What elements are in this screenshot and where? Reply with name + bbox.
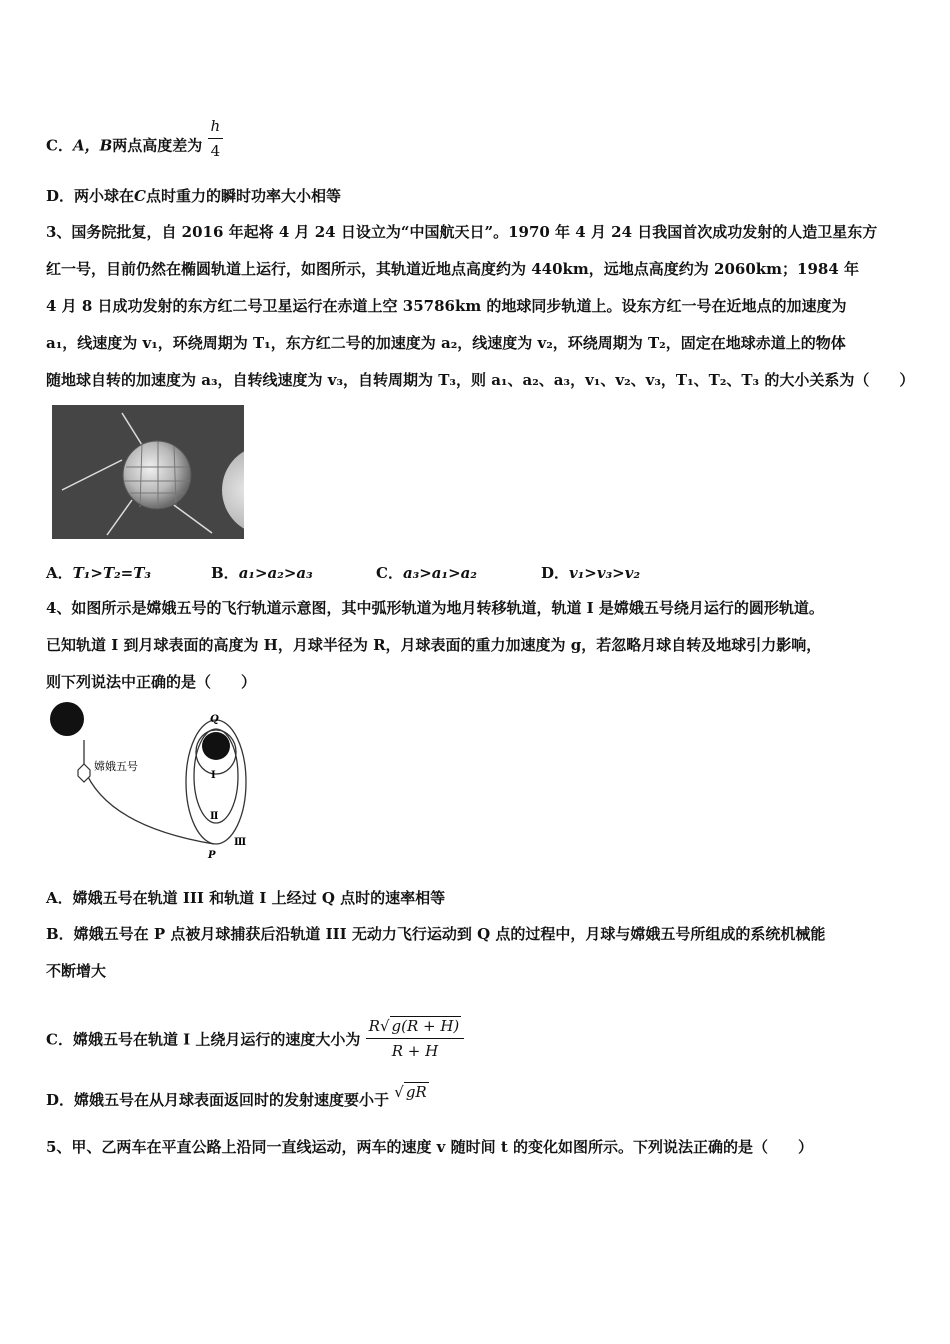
q4-option-b-line1: B．嫦娥五号在 P 点被月球捕获后沿轨道 III 无动力飞行运动到 Q 点的过程中，月球与嫦娥五号所组成的系统机械能 xyxy=(46,925,826,943)
num-var: R xyxy=(368,1017,380,1035)
option-var: C xyxy=(134,187,146,205)
option-text: D．嫦娥五号在从月球表面返回时的发射速度要小于 xyxy=(46,1091,390,1109)
option-label: C． xyxy=(46,136,73,155)
option-label: D． xyxy=(541,564,570,582)
q3-line2: 红一号，目前仍然在椭圆轨道上运行，如图所示，其轨道近地点高度约为 440km，远地点高度约为 2060km；1984 年 xyxy=(46,260,860,278)
fraction-denominator: 4 xyxy=(210,142,221,160)
fraction-numerator xyxy=(366,1016,465,1039)
option-label: B． xyxy=(211,564,239,582)
option-text: 两点高度差为 xyxy=(112,136,203,155)
q3-option-b xyxy=(211,563,313,583)
q5-line1: 5、甲、乙两车在平直公路上沿同一直线运动，两车的速度 v 随时间 t 的变化如图所示。下列说法正确的是（ ） xyxy=(46,1138,813,1156)
option-label: A． xyxy=(46,564,73,582)
radicand: g(R + H) xyxy=(391,1017,460,1035)
orbit-2-label: Ⅱ xyxy=(210,811,219,822)
option-d-prev xyxy=(46,186,341,206)
radicand: gR xyxy=(405,1083,427,1101)
option-text: 两小球在 xyxy=(74,187,135,205)
q3-line3: 4 月 8 日成功发射的东方红二号卫星运行在赤道上空 35786km 的地球同步轨道上。设东方红一号在近地点的加速度为 xyxy=(46,297,847,315)
fraction-numerator: h xyxy=(208,116,224,139)
option-text: C．嫦娥五号在轨道 I 上绕月运行的速度大小为 xyxy=(46,1030,361,1049)
q4-option-d xyxy=(46,1083,429,1110)
q3-option-d xyxy=(541,563,640,583)
q4-line2: 已知轨道 I 到月球表面的高度为 H，月球半径为 R，月球表面的重力加速度为 g，若忽略月球自转及地球引力影响， xyxy=(46,636,822,654)
fraction xyxy=(366,1016,465,1061)
q4-option-c xyxy=(46,1018,464,1063)
fraction xyxy=(208,116,224,161)
q3-line4: a₁，线速度为 v₁，环绕周期为 T₁，东方红二号的加速度为 a₂，线速度为 v₂，环绕周期为 T₂，固定在地球赤道上的物体 xyxy=(46,334,846,352)
option-vars: A，B xyxy=(72,136,113,155)
option-text: T₁>T₂=T₃ xyxy=(72,564,151,582)
orbit-1-label: Ⅰ xyxy=(211,770,216,781)
option-label: D． xyxy=(46,187,75,205)
orbit-3-label: Ⅲ xyxy=(234,837,247,848)
moon-icon xyxy=(202,732,230,760)
point-q-label: Q xyxy=(210,714,219,725)
sqrt: √ g(R + H) xyxy=(379,1017,460,1035)
option-label: C． xyxy=(376,564,403,582)
orbit-diagram xyxy=(46,700,266,865)
probe-label: 嫦娥五号 xyxy=(94,760,138,773)
q3-option-a xyxy=(46,563,151,583)
q3-option-c xyxy=(376,563,477,583)
fraction-denominator: R + H xyxy=(391,1042,439,1060)
option-text: v₁>v₃>v₂ xyxy=(569,564,641,582)
earth-icon xyxy=(50,702,84,736)
option-text: 点时重力的瞬时功率大小相等 xyxy=(145,187,341,205)
probe-icon xyxy=(78,764,90,782)
option-text: a₁>a₂>a₃ xyxy=(238,564,313,582)
option-text: a₃>a₁>a₂ xyxy=(402,564,477,582)
q4-line1: 4、如图所示是嫦娥五号的飞行轨道示意图，其中弧形轨道为地月转移轨道，轨道 I 是嫦娥五号绕月运行的圆形轨道。 xyxy=(46,599,824,617)
q4-line3: 则下列说法中正确的是（ ） xyxy=(46,673,257,691)
point-p-label: P xyxy=(208,850,216,861)
q4-option-b-line2: 不断增大 xyxy=(46,962,107,980)
sqrt: √ gR xyxy=(394,1083,427,1101)
q3-line5: 随地球自转的加速度为 a₃，自转线速度为 v₃，自转周期为 T₃，则 a₁、a₂、a₃，v₁、v₂、v₃，T₁、T₂、T₃ 的大小关系为（ ） xyxy=(46,371,915,389)
q3-line1: 3、国务院批复，自 2016 年起将 4 月 24 日设立为“中国航天日”。1970 年 4 月 24 日我国首次成功发射的人造卫星东方 xyxy=(46,223,878,241)
satellite-photo xyxy=(52,405,244,539)
q4-option-a: A．嫦娥五号在轨道 III 和轨道 I 上经过 Q 点时的速率相等 xyxy=(46,889,446,907)
option-c-prev xyxy=(46,117,223,169)
